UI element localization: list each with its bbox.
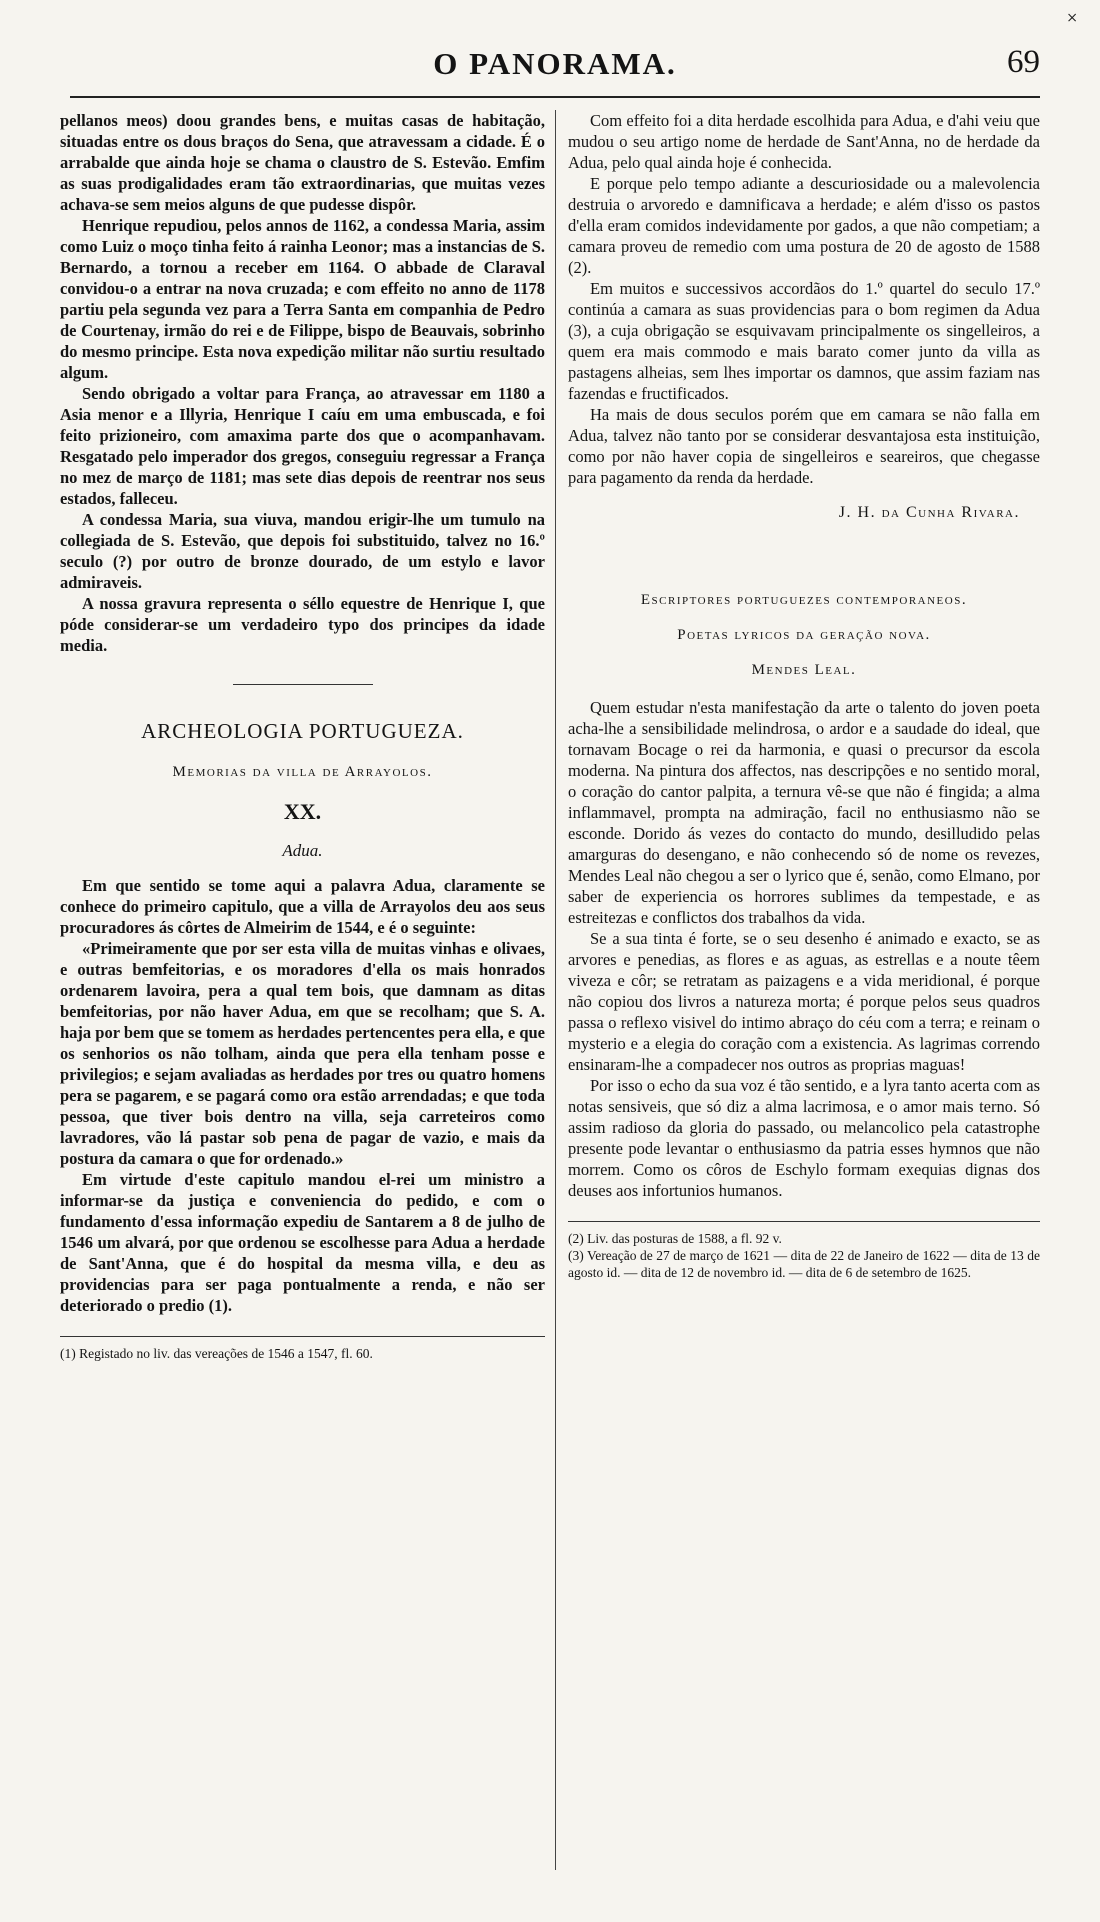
paragraph: Em que sentido se tome aqui a palavra Adua, claramente se conhece do primeiro capitulo, que a villa de Arrayolos deu aos seus procuradores ás côrtes de Almeirim de 1544, e é o seguinte: bbox=[60, 876, 545, 937]
paragraph: Henrique repudiou, pelos annos de 1162, a condessa Maria, assim como Luiz o moço tinha feito á rainha Leonor; mas a instancias de S. Bernardo, a tornou a receber em 1164. O abbade de Claraval convidou-o a entrar na nova cruzada; e com effeito no anno de 1178 partiu pela segunda vez para a Terra Santa em companhia de Pedro de Courtenay, irmão do rei e de Filippe, bispo de Beauvais, sobrinho do mesmo principe. Esta nova expedição militar não surtiu resultado algum. bbox=[60, 216, 545, 382]
section-subtitle: Poetas lyricos da geração nova. bbox=[677, 627, 931, 643]
page-number: 69 bbox=[1007, 44, 1040, 80]
chapter-numeral: XX. bbox=[283, 799, 322, 824]
paragraph: pellanos meos) doou grandes bens, e muitas casas de habitação, situadas entre os dous braços do Sena, que atravessam a cidade. É o arrabalde que ainda hoje se chama o claustro de S. Estevão. Emfim as suas prodigalidades eram tão extraordinarias, que muitas vezes achava-se sem meios alguns de que pudesse dispôr. bbox=[60, 111, 545, 214]
right-section bbox=[568, 592, 1040, 679]
footnote-rule bbox=[60, 1336, 545, 1337]
paragraph: Se a sua tinta é forte, se o seu desenho é animado e exacto, se as arvores e penedias, as flores e as aguas, as estrellas e a noute têem viveza e côr; se retratam as paizagens e a vida meridional, é porque não copiou dos livros a natureza morta; é porque pelos seus quadros passa o reflexo visivel do intimo abraço do céu com a terra; e reinam o mysterio e a elegia do coração com a existencia. As lagrimas correndo ensinaram-lhe a compadecer nos outros as proprias maguas! bbox=[568, 929, 1040, 1074]
paragraph: Quem estudar n'esta manifestação da arte o talento do joven poeta acha-lhe a sensibilidade melindrosa, o ardor e a saudade do ideal, que tornavam Bocage o rei da harmonia, e quasi o precursor da escola moderna. Na pintura dos affectos, nas descripções e no sentido moral, o coração do cantor palpita, a ternura vê-se que não é fingida; a alma inflammavel, prompta na admiração, facil no enthusiasmo não se esconde. Dorido ás vezes do contacto do mundo, desilludido pelas amarguras do desengano, e não conhecendo só de nome os revezes, Mendes Leal não chegou a ser o lyrico que é, senão, como Elmano, por saber de experiencia os horrores sublimes da tempestade, e as estreitezas e conflictos dos trabalhos da vida. bbox=[568, 698, 1040, 927]
footnote: (2) Liv. das posturas de 1588, a fl. 92 v. bbox=[568, 1231, 782, 1246]
paragraph: Em muitos e successivos accordãos do 1.º quartel do seculo 17.º continúa a camara as suas providencias para o bom regimen da Adua (3), a cuja obrigação se esquivavam principalmente os singelleiros, a quem era mais commodo e mais barato comer junto da villa as pastagens alheias, sem lhes importar os damnos, que assim faziam nas fazendas e fructificados. bbox=[568, 279, 1040, 403]
section-title: ARCHEOLOGIA PORTUGUEZA. bbox=[141, 719, 464, 743]
running-title: O PANORAMA. bbox=[433, 46, 677, 81]
column-divider bbox=[555, 110, 556, 1870]
author-heading: Mendes Leal. bbox=[751, 662, 857, 678]
paragraph: A nossa gravura representa o séllo equestre de Henrique I, que póde considerar-se um verdadeiro typo dos principes da idade media. bbox=[60, 594, 545, 655]
paragraph: Em virtude d'este capitulo mandou el-rei um ministro a informar-se da justiça e conveniencia do pedido, e com o fundamento d'essa informação expediu de Santarem a 8 de julho de 1546 um alvará, por que ordenou se escolhesse para Adua a herdade de Sant'Anna, que é do hospital da mesma villa, e deu as providencias para ser paga pontualmente a renda, e não ser deteriorado o predio (1). bbox=[60, 1170, 545, 1315]
header-rule bbox=[70, 96, 1040, 98]
section-separator bbox=[233, 684, 373, 685]
footnote-rule bbox=[568, 1221, 1040, 1222]
page-header bbox=[70, 40, 1040, 90]
paragraph: E porque pelo tempo adiante a descuriosidade ou a malevolencia destruia o arvoredo e damnificava a herdade; e além d'isso os pastos d'ella eram comidos indevidamente por gados, a que não competiam; a camara proveu de remedio com uma postura de 20 de agosto de 1588 (2). bbox=[568, 174, 1040, 277]
chapter-topic: Adua. bbox=[282, 841, 323, 860]
paragraph: Sendo obrigado a voltar para França, ao atravessar em 1180 a Asia menor e a Illyria, Henrique I caíu em uma embuscada, e foi feito prizioneiro, com amaxima parte dos que o acompanhavam. Resgatado pelo imperador dos gregos, conseguiu regressar a França no mez de março de 1181; mas sete dias depois de reentrar nos seus estados, falleceu. bbox=[60, 384, 545, 508]
footnote: (3) Vereação de 27 de março de 1621 — dita de 22 de Janeiro de 1622 — dita de 13 de agosto id. — dita de 12 de novembro id. — dita de 6 de setembro de 1625. bbox=[568, 1248, 1040, 1280]
paragraph: Por isso o echo da sua voz é tão sentido, e a lyra tanto acerta com as notas sensiveis, que só diz a alma lacrimosa, e o amor mais terno. Só assim radioso da gloria do passado, ou melancolico pela catastrophe presente pode levantar o enthusiasmo da patria esses hymnos que não morrem. Como os côros de Eschylo formam exequias dignas dos deuses aos infortunios humanos. bbox=[568, 1076, 1040, 1200]
paragraph: A condessa Maria, sua viuva, mandou erigir-lhe um tumulo na collegiada de S. Estevão, que depois foi substituido, talvez no 16.º seculo (?) por outro de bronze dourado, de um estylo e lavor admiraveis. bbox=[60, 510, 545, 592]
section-subtitle: Memorias da villa de Arrayolos. bbox=[172, 764, 433, 780]
footnote: (1) Registado no liv. das vereações de 1546 a 1547, fl. 60. bbox=[60, 1346, 373, 1361]
paragraph: Com effeito foi a dita herdade escolhida para Adua, e d'ahi veiu que mudou o seu artigo nome de herdade de Sant'Anna, no de herdade da Adua, pelo qual ainda hoje é conhecida. bbox=[568, 111, 1040, 172]
corner-mark: × bbox=[1066, 10, 1078, 26]
left-column bbox=[60, 110, 545, 1362]
section-title: Escriptores portuguezes contemporaneos. bbox=[640, 592, 968, 608]
paragraph: Ha mais de dous seculos porém que em camara se não falla em Adua, talvez não tanto por se considerar desvantajosa esta instituição, como por não haver copia de singelleiros e seareiros, que chegasse para pagamento da renda da herdade. bbox=[568, 405, 1040, 487]
author-signature: J. H. da Cunha Rivara. bbox=[838, 504, 1020, 521]
quoted-paragraph: «Primeiramente que por ser esta villa de muitas vinhas e olivaes, e outras bemfeitorias, e os moradores d'ella os mais honrados ordenarem lavoira, pera a qual tem bois, que damnam as ditas bemfeitorias, por não haver Adua, em que se recolham; que S. A. haja por bem que se tomem as herdades pertencentes pera ella, e que os senhorios os não tolham, ainda que pera ella tenham posse e privilegios; e sejam avaliadas as herdades por tres ou quatro homens pera se pagarem, e se pagará como ora estão arrendadas; e que toda pessoa, que tiver bois dentro na villa, seja carreteiros como lavradores, vão lá pastar sob pena de pagar de vazio, e mais da postura da camara o que for ordenado.» bbox=[60, 939, 546, 1168]
right-column bbox=[568, 110, 1040, 1281]
